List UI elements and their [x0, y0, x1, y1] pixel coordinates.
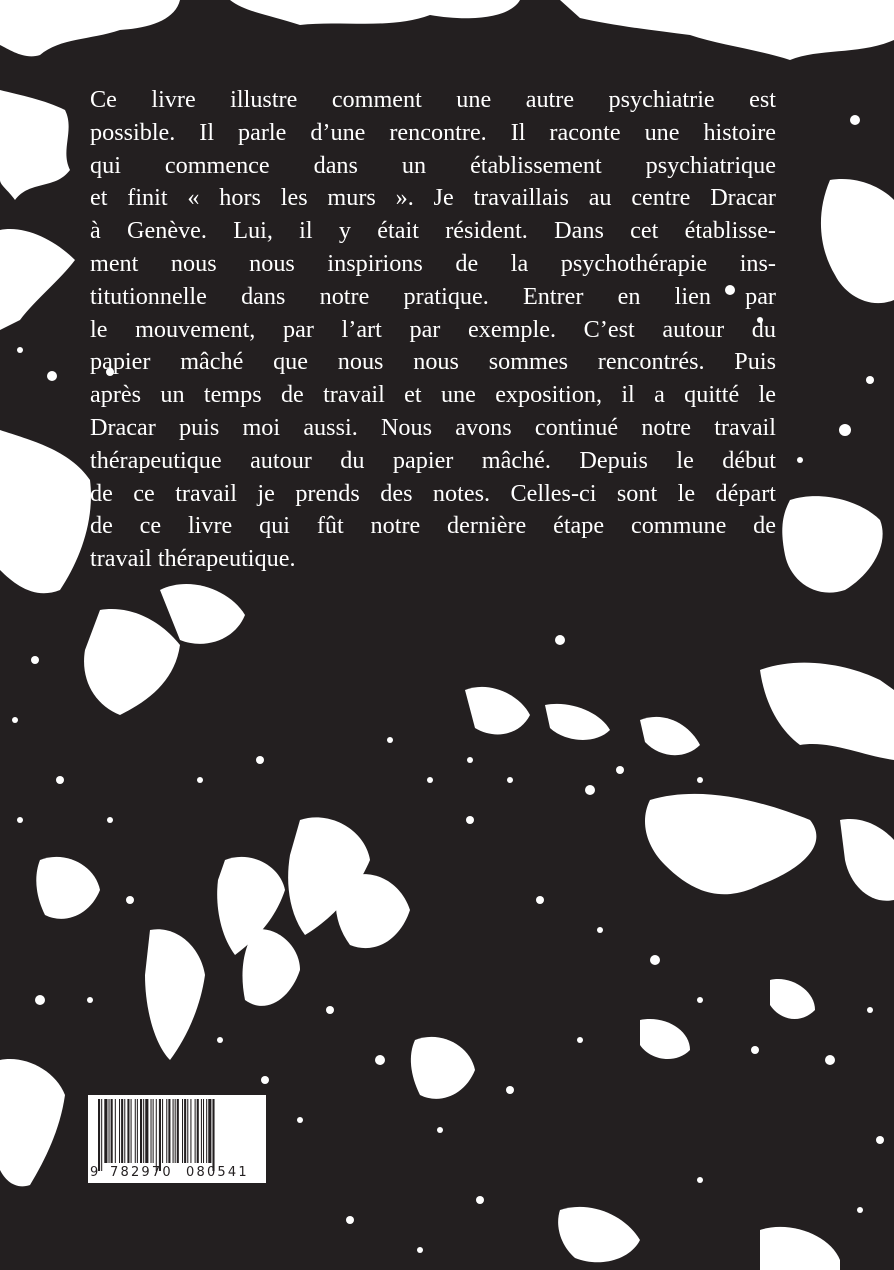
- barcode-bar: [195, 1099, 196, 1163]
- barcode-bar: [115, 1099, 116, 1163]
- barcode-bar: [197, 1099, 199, 1163]
- blurb-line: possible. Il parle d’une rencontre. Il raconte une histoire: [90, 118, 776, 146]
- barcode-bar: [151, 1099, 152, 1163]
- barcode-bar: [184, 1099, 186, 1163]
- back-cover-blurb: [90, 84, 776, 576]
- barcode-bar: [137, 1099, 138, 1163]
- barcode-bar: [111, 1099, 113, 1163]
- blurb-line: et finit « hors les murs ». Je travaillais au centre Dracar: [90, 184, 776, 212]
- barcode-bar: [140, 1099, 142, 1163]
- barcode-bar: [182, 1099, 183, 1163]
- barcode-bar: [162, 1099, 163, 1163]
- blurb-line: travail thérapeutique.: [90, 545, 296, 573]
- barcode-bar: [98, 1099, 100, 1171]
- barcode-bar: [168, 1099, 170, 1163]
- barcode-bar: [206, 1099, 207, 1163]
- barcode-bars: [98, 1099, 256, 1171]
- barcode-bar: [127, 1099, 129, 1163]
- barcode-bar: [177, 1099, 179, 1163]
- blurb-line: le mouvement, par l’art par exemple. C’est autour du: [90, 315, 776, 343]
- barcode-digit-first: 9: [90, 1165, 99, 1180]
- blurb-line: après un temps de travail et une exposition, il a quitté le: [90, 381, 776, 409]
- isbn-barcode: [88, 1095, 266, 1183]
- barcode-bar: [187, 1099, 188, 1163]
- blurb-line: de ce travail je prends des notes. Celles-ci sont le départ: [90, 479, 776, 507]
- barcode-bar: [104, 1099, 107, 1163]
- blurb-line: thérapeutique autour du papier mâché. Depuis le début: [90, 446, 776, 474]
- blurb-line: titutionnelle dans notre pratique. Entrer en lien par: [90, 282, 776, 310]
- barcode-bar: [131, 1099, 132, 1163]
- barcode-bar: [109, 1099, 110, 1163]
- barcode-bar: [119, 1099, 120, 1163]
- barcode-bar: [173, 1099, 174, 1163]
- blurb-line: ment nous nous inspirions de la psychothérapie ins-: [90, 249, 776, 277]
- barcode-digits: [88, 1165, 266, 1183]
- blurb-line: de ce livre qui fût notre dernière étape commune de: [90, 512, 776, 540]
- barcode-bar: [208, 1099, 211, 1163]
- barcode-digits-right: 080541: [186, 1165, 249, 1180]
- blurb-line: Dracar puis moi aussi. Nous avons continué notre travail: [90, 413, 776, 441]
- blurb-line: qui commence dans un établissement psychiatrique: [90, 151, 776, 179]
- blurb-line: Ce livre illustre comment une autre psychiatrie est: [90, 86, 776, 113]
- barcode-bar: [166, 1099, 167, 1163]
- barcode-bar: [175, 1099, 176, 1163]
- barcode-bar: [159, 1099, 161, 1171]
- blurb-line: papier mâché que nous nous sommes rencontrés. Puis: [90, 348, 776, 376]
- barcode-bar: [190, 1099, 191, 1163]
- barcode-bar: [124, 1099, 125, 1163]
- barcode-bar: [121, 1099, 123, 1163]
- barcode-bar: [145, 1099, 148, 1163]
- blurb-line: à Genève. Lui, il y était résident. Dans cet établisse-: [90, 217, 776, 245]
- barcode-bar: [212, 1099, 214, 1171]
- barcode-bar: [135, 1099, 136, 1163]
- barcode-bar: [101, 1099, 102, 1171]
- barcode-bar: [153, 1099, 154, 1163]
- barcode-bar: [156, 1099, 157, 1171]
- barcode-digits-left: 782970: [110, 1165, 173, 1180]
- barcode-bar: [143, 1099, 144, 1163]
- barcode-bar: [203, 1099, 204, 1163]
- barcode-bar: [201, 1099, 202, 1163]
